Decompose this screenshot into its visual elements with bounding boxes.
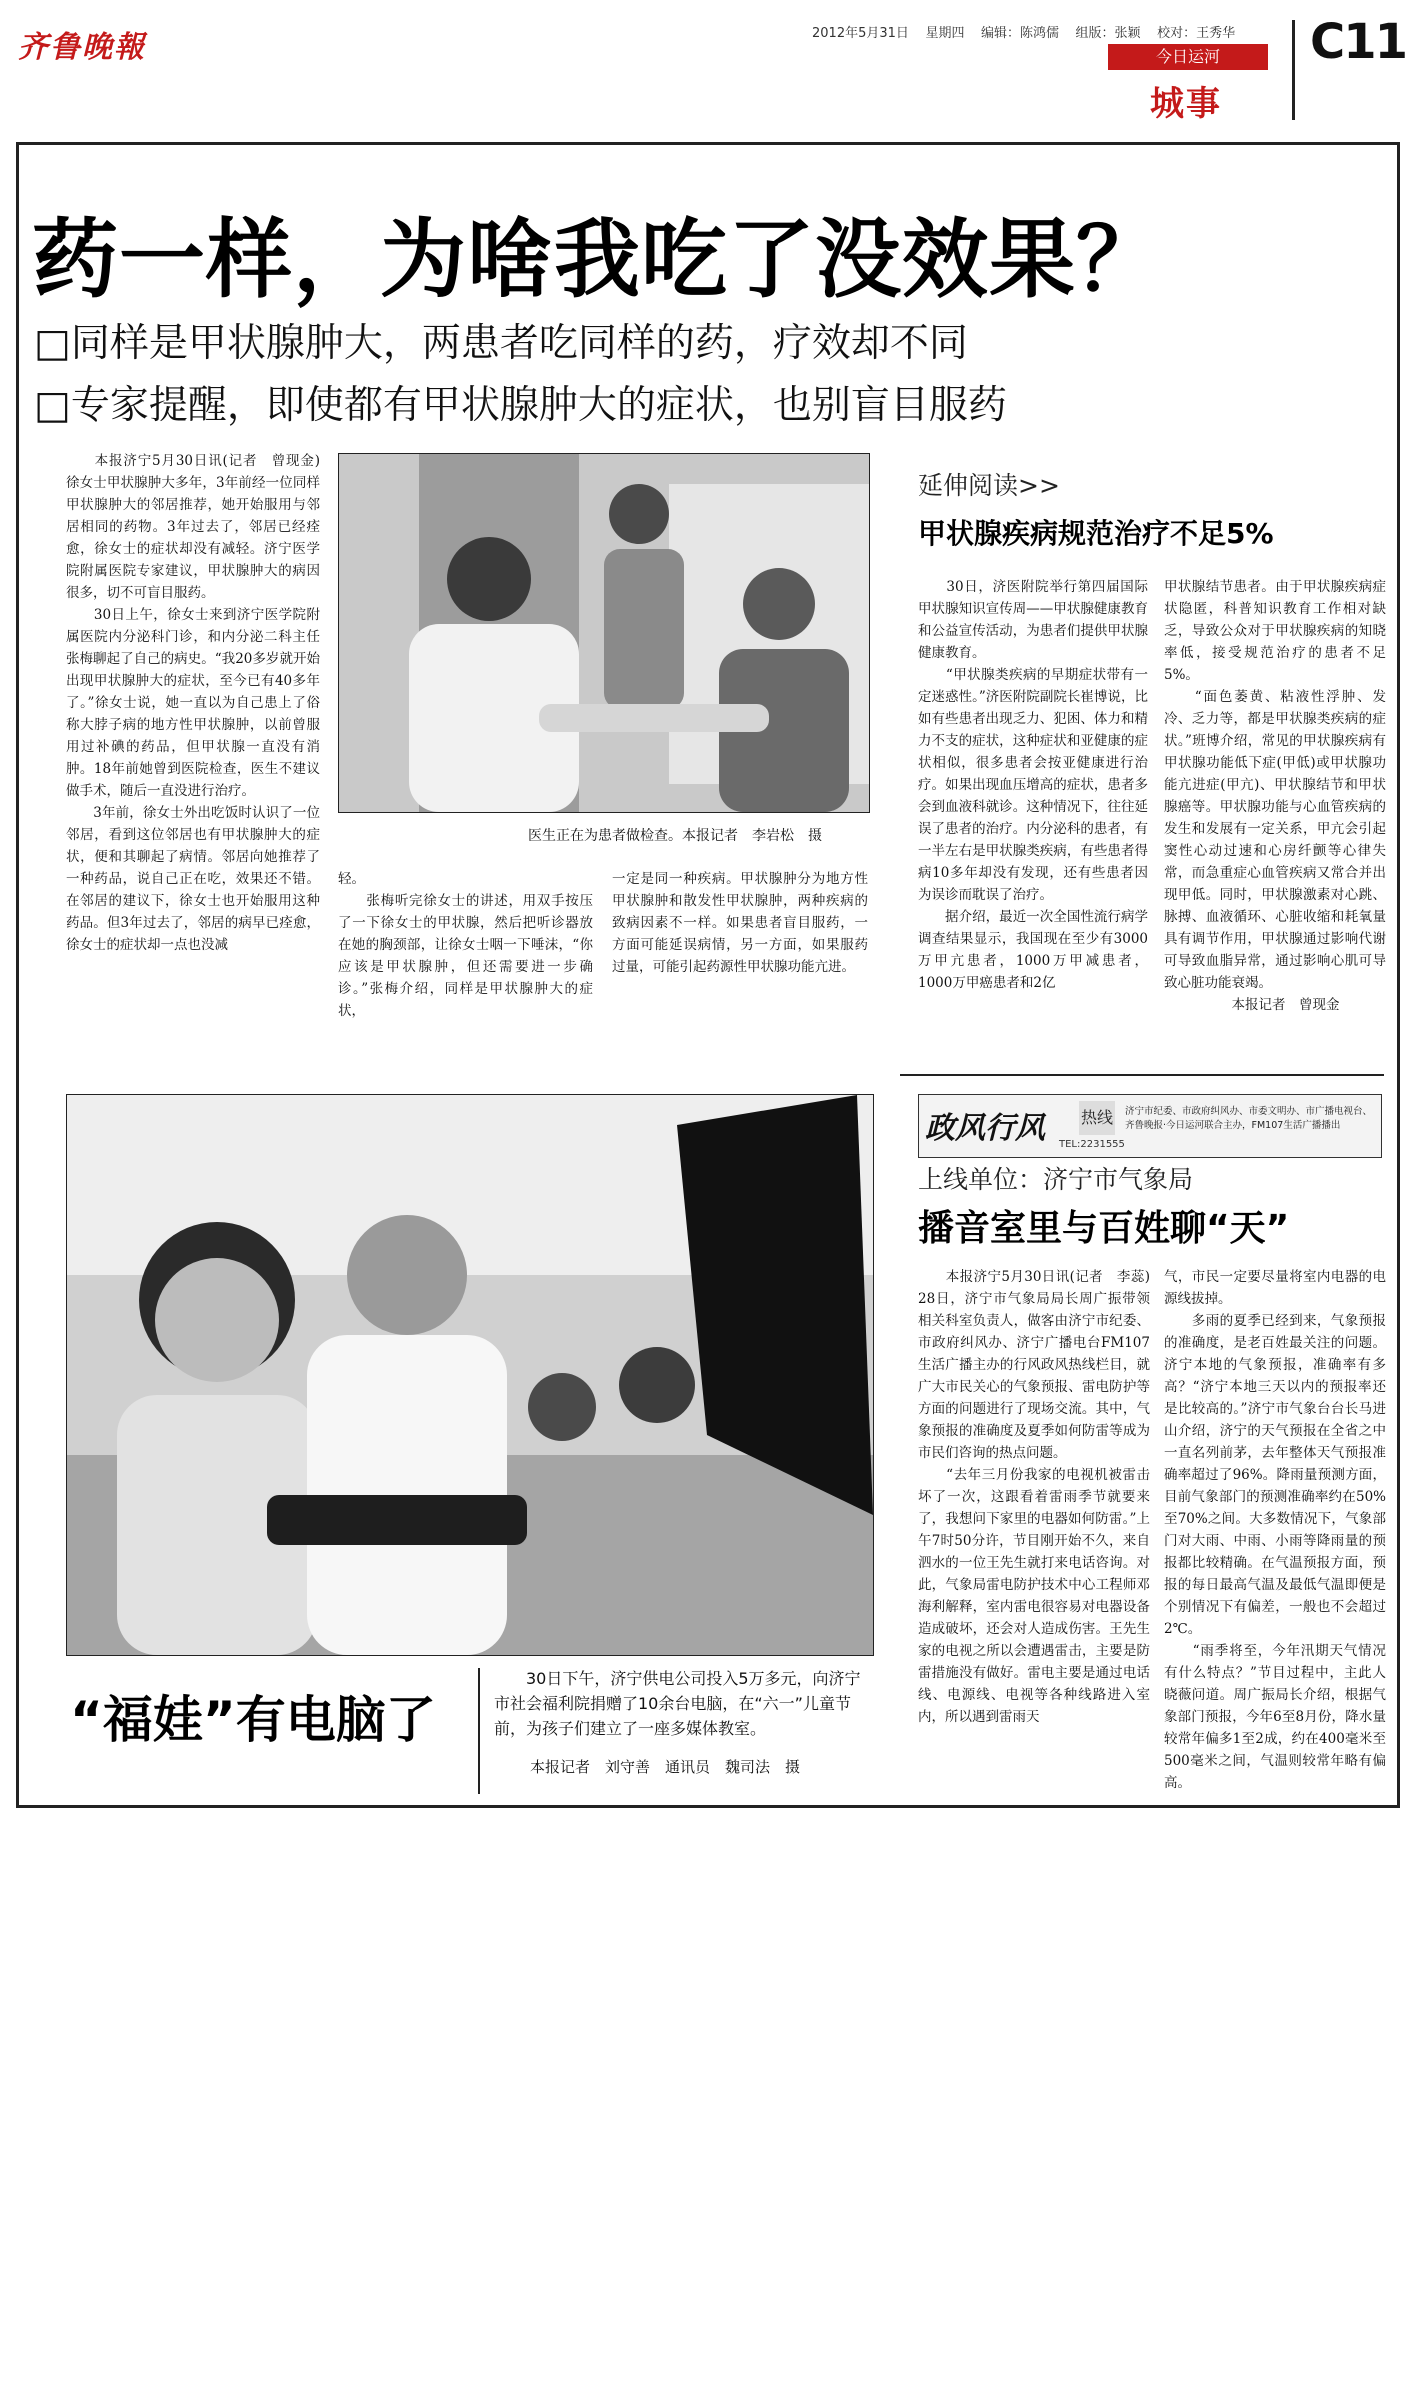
feature-title: “福娃”有电脑了 [70,1691,436,1749]
radio-banner [918,1094,1382,1158]
editor-credit: 编辑：陈鸿儒 [980,26,1059,41]
lead-photo [338,453,870,813]
lead-body-column-1: 本报济宁5月30日讯(记者 曾现金) 徐女士甲状腺肿大多年，3年前经一位同样甲状腺肿大的邻居推荐，她开始服用与邻居相同的药物。3年过去了，邻居已经痊愈，徐女士的症状却没有减轻。济宁医学院附属医院专家建议，甲状腺肿大的病因很多，切不可盲目服药。 30日上午，徐女士来到济宁医学院附属医院内分泌科门诊，和内分泌二科主任张梅聊起了自己的病史。“我20多岁就开始出现甲状腺肿大的症状，至今已有40多年了。”徐女士说，她一直以为自己患上了俗称大脖子病的地方性甲状腺肿，以前曾服用过补碘的药品，但甲状腺一直没有消肿。18年前她曾到医院检查，医生不建议做手术，随后一直没进行治疗。 3年前，徐女士外出吃饭时认识了一位邻居，看到这位邻居也有甲状腺肿大的症状，便和其聊起了病情。邻居向她推荐了一种药品，说自己正在吃，效果还不错。在邻居的建议下，徐女士也开始服用这种药品。但3年过去了，邻居的病早已痊愈，徐女士的症状却一点也没减 [66,453,320,953]
feature-photo-illustration [67,1095,873,1655]
lead-headline: 药一样，为啥我吃了没效果？ [32,210,1163,310]
extended-title: 甲状腺疾病规范治疗不足5% [918,517,1274,550]
lead-photo-caption: 医生正在为患者做检查。本报记者 李岩松 摄 [528,828,822,844]
issue-date: 2012年5月31日 [812,26,909,41]
feature-caption: 30日下午，济宁供电公司投入5万多元，向济宁市社会福利院捐赠了10余台电脑，在“六一”儿童节前，为孩子们建立了一座多媒体教室。 [494,1669,861,1738]
radio-phone: TEL:2231555 [1059,1139,1125,1150]
proofread-credit: 校对：王秀华 [1157,26,1236,41]
lead-body-column-3: 一定是同一种疾病。甲状腺肿分为地方性甲状腺肿和散发性甲状腺肿，两种疾病的致病因素不一样。如果患者盲目服药，一方面可能延误病情，另一方面，如果服药过量，可能引起药源性甲状腺功能亢进。 [612,871,868,975]
section-title: 城事 [1150,84,1222,124]
feature-caption-rule [478,1668,480,1794]
extended-body-column-2: 甲状腺结节患者。由于甲状腺疾病症状隐匿，科普知识教育工作相对缺乏，导致公众对于甲状腺疾病的知晓率低，接受规范治疗的患者不足5%。 “面色萎黄、粘液性浮肿、发冷、乏力等，都是甲状腺类疾病的症状。”班博介绍，常见的甲状腺疾病有甲状腺功能低下症(甲低)或甲状腺功能亢进症(甲亢)、甲状腺结节和甲状腺癌等。甲状腺功能与心血管疾病的发生和发展有一定关系，甲亢会引起窦性心动过速和心房纤颤等心律失常，而急重症心血管疾病又常合并出现甲低。同时，甲状腺激素对心跳、脉搏、血液循环、心脏收缩和耗氧量具有调节作用，甲状腺通过影响代谢可导致血脂异常，通过影响心肌可导致心脏功能衰竭。 本报记者 曾现金 [1164,579,1386,1013]
feature-photo-credit: 本报记者 刘守善 通讯员 魏司法 摄 [530,1758,801,1776]
layout-credit: 组版：张颖 [1075,26,1141,41]
extended-body-column-1: 30日，济医附院举行第四届国际甲状腺知识宣传周——甲状腺健康教育和公益宣传活动，为患者们提供甲状腺健康教育。 “甲状腺类疾病的早期症状带有一定迷惑性。”济医附院副院长崔博说，比如有些患者出现乏力、犯困、体力和精力不支的症状，这种症状和亚健康的症状相似，很多患者会按亚健康进行治疗。如果出现血压增高的症状，患者多会到血液科就诊。这种情况下，往往延误了患者的治疗。内分泌科的患者，有一半左右是甲状腺类疾病，有些患者得病10多年却没有发现，还有些患者因为误诊而耽误了治疗。 据介绍，最近一次全国性流行病学调查结果显示，我国现在至少有3000万甲亢患者，1000万甲减患者，1000万甲癌患者和2亿 [918,579,1148,991]
radio-body-column-2: 气，市民一定要尽量将室内电器的电源线拔掉。 多雨的夏季已经到来，气象预报的准确度，是老百姓最关注的问题。济宁本地的气象预报，准确率有多高？“济宁本地三天以内的预报率还是比较高的。”济宁市气象台台长马进山介绍，济宁的天气预报在全省之中一直名列前茅，去年整体天气预报准确率超过了96%。降雨量预测方面，目前气象部门的预测准确率约在50%至70%之间。大多数情况下，气象部门对大雨、中雨、小雨等降雨量的预报都比较精确。在气温预报方面，预报的每日最高气温及最低气温即便是个别情况下有偏差，一般也不会超过2℃。 “雨季将至，今年汛期天气情况有什么特点？”节目过程中，主此人晓薇问道。周广振局长介绍，根据气象部门预报，今年6至8月份，降水量较常年偏多1至2成，约在400毫米至500毫米之间，气温则较常年略有偏高。 [1164,1269,1386,1791]
radio-body-column-1: 本报济宁5月30日讯(记者 李蕊) 28日，济宁市气象局局长周广振带领相关科室负责人，做客由济宁市纪委、市政府纠风办、济宁广播电台FM107生活广播主办的行风政风热线栏目，就广大市民关心的气象预报、雷电防护等方面的问题进行了现场交流。其中，气象预报的准确度及夏季如何防雷等成为市民们咨询的热点问题。 “去年三月份我家的电视机被雷击坏了一次，这跟看着雷雨季节就要来了，我想问下家里的电器如何防雷。”上午7时50分许，节目刚开始不久，来自泗水的一位王先生就打来电话咨询。对此，气象局雷电防护技术中心工程师邓海利解释，室内雷电很容易对电器设备造成破坏，还会对人造成伤害。王先生家的电视之所以会遭遇雷击，主要是防雷措施没有做好。雷电主要是通过电话线、电源线、电视等各种线路进入室内，所以遇到雷雨天 [918,1269,1150,1725]
newspaper-logo: 齐鲁晚報 [18,30,146,65]
lead-photo-illustration [339,454,869,812]
issue-weekday: 星期四 [925,26,965,41]
masthead-divider [1292,20,1295,120]
radio-logo-tag: 热线 [1079,1101,1115,1135]
radio-sponsors: 济宁市纪委、市政府纠风办、市委文明办、市广播电视台、齐鲁晚报·今日运河联合主办，FM107生活广播播出 [1125,1106,1373,1131]
section-tag: 今日运河 [1108,44,1268,70]
extended-kicker: 延伸阅读>> [918,471,1060,500]
lead-subheadline-2: □专家提醒，即使都有甲状腺肿大的症状，也别盲目服药 [34,383,1007,428]
page-number: C11 [1310,14,1407,70]
issue-info [812,22,1235,41]
radio-title: 播音室里与百姓聊“天” [918,1208,1290,1249]
lead-subheadline-1: □同样是甲状腺肿大，两患者吃同样的药，疗效却不同 [34,321,968,366]
radio-kicker: 上线单位：济宁市气象局 [918,1165,1194,1194]
radio-logo: 政风行风 [925,1111,1045,1146]
section-divider [900,1074,1384,1076]
lead-body-column-2: 轻。 张梅听完徐女士的讲述，用双手按压了一下徐女士的甲状腺，然后把听诊器放在她的胸颈部，让徐女士咽一下唾沫，“你应该是甲状腺肿，但还需要进一步确诊。”张梅介绍，同样是甲状腺肿大的症状， [338,871,593,1019]
feature-photo [66,1094,874,1656]
